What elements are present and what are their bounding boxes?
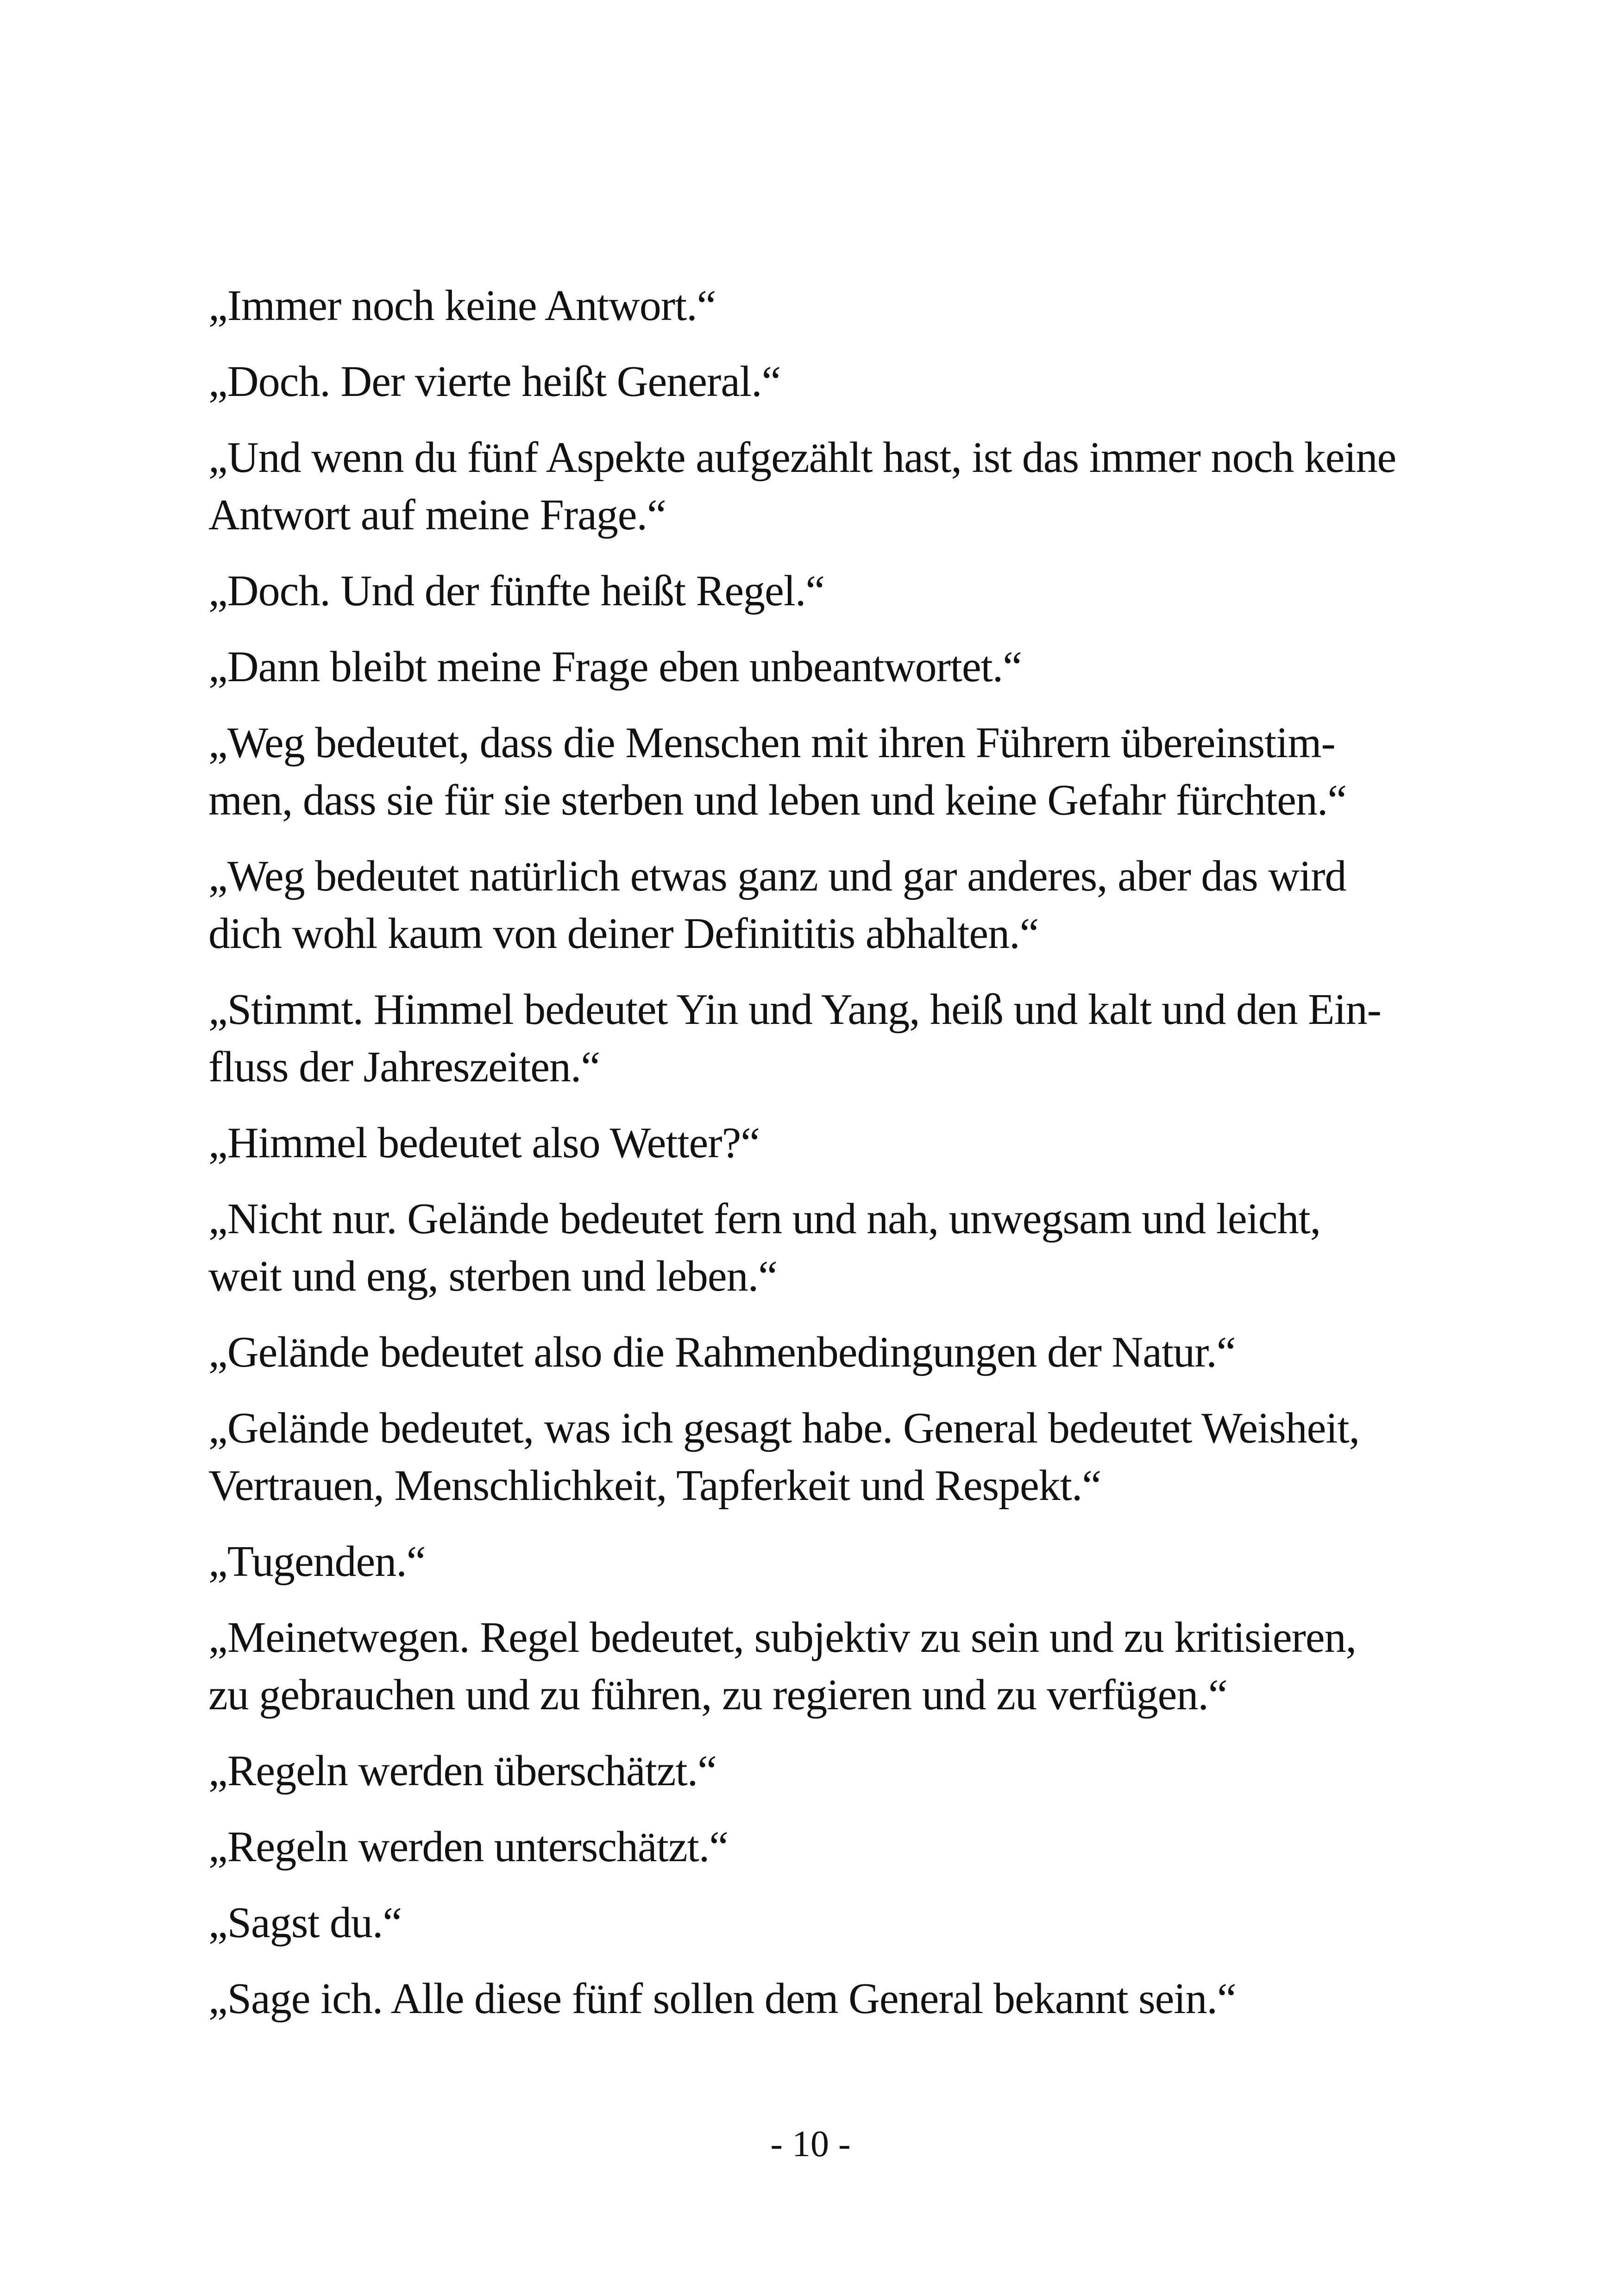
paragraph: „Himmel bedeutet also Wetter?“ [208,1119,760,1167]
page-body [208,277,1413,2046]
paragraph: „Gelände bedeutet also die Rahmenbedingungen der Natur.“ [208,1328,1236,1376]
paragraph: „Doch. Der vierte heißt General.“ [208,358,781,406]
paragraph: „Tugenden.“ [208,1537,426,1586]
paragraph: „Und wenn du fünf Aspekte aufgezählt hast, ist das immer noch keine Antwort auf meine Frage.“ [208,433,1396,539]
paragraph: „Sagst du.“ [208,1899,402,1947]
paragraph: „Stimmt. Himmel bedeutet Yin und Yang, heiß und kalt und den Ein- fluss der Jahreszeiten.“ [208,985,1381,1091]
paragraph: „Regeln werden unterschätzt.“ [208,1823,728,1871]
page-number: - 10 - [770,2124,851,2164]
paragraph: „Weg bedeutet natürlich etwas ganz und gar anderes, aber das wird dich wohl kaum von deiner Definititis abhalten.“ [208,852,1346,958]
paragraph: „Sage ich. Alle diese fünf sollen dem General bekannt sein.“ [208,1975,1236,2023]
paragraph: „Regeln werden überschätzt.“ [208,1747,716,1795]
paragraph: „Doch. Und der fünfte heißt Regel.“ [208,567,825,615]
paragraph: „Nicht nur. Gelände bedeutet fern und nah, unwegsam und leicht, weit und eng, sterben und leben.“ [208,1195,1321,1300]
paragraph: „Gelände bedeutet, was ich gesagt habe. General bedeutet Weisheit, Vertrauen, Menschlichkeit, Tapferkeit und Respekt.“ [208,1404,1360,1510]
paragraph: „Dann bleibt meine Frage eben unbeantwortet.“ [208,643,1022,691]
paragraph: „Meinetwegen. Regel bedeutet, subjektiv zu sein und zu kritisieren, zu gebrauchen und zu führen, zu regieren und zu verfügen.“ [208,1613,1357,1719]
paragraph: „Immer noch keine Antwort.“ [208,282,716,330]
paragraph: „Weg bedeutet, dass die Menschen mit ihren Führern übereinstim- men, dass sie für sie sterben und leben und keine Gefahr fürchten.“ [208,719,1347,824]
